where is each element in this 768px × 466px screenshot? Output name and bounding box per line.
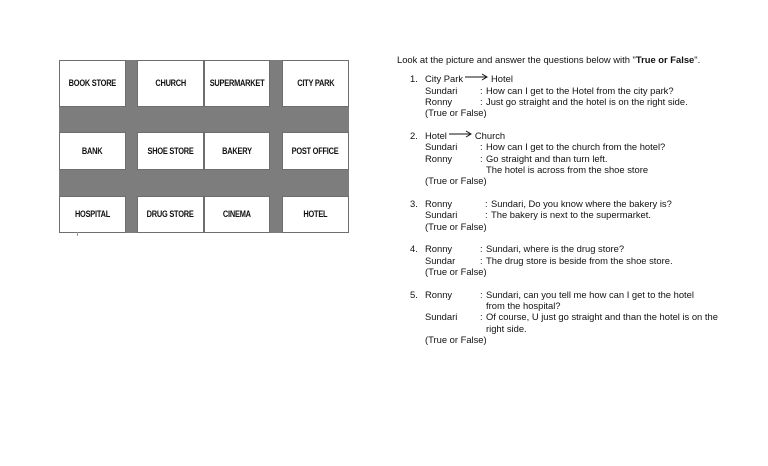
question-1 xyxy=(397,73,757,118)
dialogue-line: Sundar : The drug store is beside from the shoe store. xyxy=(425,254,673,266)
right-arrow-icon xyxy=(465,73,489,81)
question-2 xyxy=(397,130,757,186)
route-line: City Park Hotel xyxy=(425,73,513,85)
route-line: Hotel Church xyxy=(425,129,506,141)
true-false-prompt: (True or False) xyxy=(425,175,487,187)
building-bakery: BAKERY xyxy=(204,132,270,170)
dialogue-line: Sundari : Of course, U just go straight and than the hotel is on the right side. xyxy=(425,311,718,334)
question-number: 3. xyxy=(410,197,418,209)
town-map xyxy=(59,60,349,233)
dialogue-line: Ronny : Sundari, Do you know where the bakery is? xyxy=(425,197,672,209)
question-4 xyxy=(397,243,757,277)
right-arrow-icon xyxy=(449,130,473,138)
building-book-store: BOOK STORE xyxy=(59,60,126,107)
dialogue-line: Ronny : Sundari, where is the drug store? xyxy=(425,243,625,255)
dialogue-continuation: The hotel is across from the shoe store xyxy=(486,163,649,175)
building-hotel: HOTEL xyxy=(282,196,349,233)
building-shoe-store: SHOE STORE xyxy=(137,132,204,170)
true-false-prompt: (True or False) xyxy=(425,220,487,232)
dialogue-line: Ronny : Go straight and than turn left. xyxy=(425,152,608,164)
true-false-prompt: (True or False) xyxy=(425,333,487,345)
building-bank: BANK xyxy=(59,132,126,170)
question-5 xyxy=(397,289,757,345)
question-number: 5. xyxy=(410,288,418,300)
dialogue-line: Ronny : Just go straight and the hotel is on the right side. xyxy=(425,95,688,107)
building-church: CHURCH xyxy=(137,60,204,107)
building-post-office: POST OFFICE xyxy=(282,132,349,170)
dialogue-line: Sundari : How can I get to the church from the hotel? xyxy=(425,141,666,153)
dialogue-line: Ronny : Sundari, can you tell me how can I get to the hotel from the hospital? xyxy=(425,288,694,312)
question-number: 4. xyxy=(410,243,418,255)
instructions: Look at the picture and answer the questions below with "True or False". xyxy=(397,54,701,65)
true-false-prompt: (True or False) xyxy=(425,107,487,119)
map-tick-mark xyxy=(77,232,78,236)
dialogue-line: Sundari : How can I get to the Hotel from the city park? xyxy=(425,84,674,96)
building-city-park: CITY PARK xyxy=(282,60,349,107)
dialogue-line: Sundari : The bakery is next to the supermarket. xyxy=(425,209,651,221)
building-hospital: HOSPITAL xyxy=(59,196,126,233)
question-number: 2. xyxy=(410,129,418,141)
building-drug-store: DRUG STORE xyxy=(137,196,204,233)
true-false-prompt: (True or False) xyxy=(425,265,487,277)
worksheet xyxy=(397,54,757,357)
building-cinema: CINEMA xyxy=(204,196,270,233)
question-3 xyxy=(397,198,757,232)
question-number: 1. xyxy=(410,73,418,85)
building-supermarket: SUPERMARKET xyxy=(204,60,270,107)
